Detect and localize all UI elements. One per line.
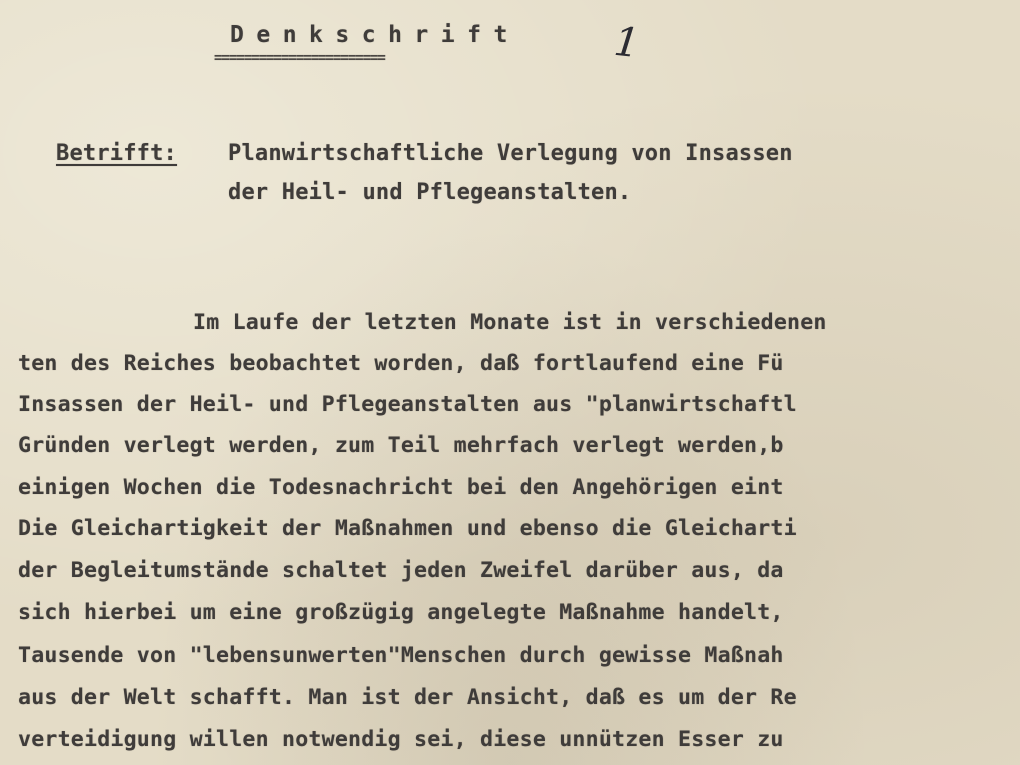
handwritten-page-number: 1 — [611, 18, 642, 68]
subject-line-2: der Heil- und Pflegeanstalten. — [228, 180, 632, 205]
body-line-7: der Begleitumstände schaltet jeden Zweifel darüber aus, da — [18, 558, 784, 583]
body-line-3: Insassen der Heil- und Pflegeanstalten aus "planwirtschaftl — [18, 392, 797, 417]
body-line-2: ten des Reiches beobachtet worden, daß fortlaufend eine Fü — [18, 351, 784, 376]
document-title: Denkschrift — [230, 22, 520, 48]
body-line-5: einigen Wochen die Todesnachricht bei den Angehörigen eint — [18, 475, 784, 500]
subject-label: Betrifft: — [56, 141, 178, 166]
body-line-11: verteidigung willen notwendig sei, diese unnützen Esser zu — [18, 727, 784, 752]
body-line-1: Im Laufe der letzten Monate ist in verschiedenen — [193, 310, 827, 335]
subject-line-1: Planwirtschaftliche Verlegung von Insassen — [228, 141, 793, 166]
body-line-8: sich hierbei um eine großzügig angelegte Maßnahme handelt, — [18, 600, 784, 625]
body-line-10: aus der Welt schafft. Man ist der Ansicht, daß es um der Re — [18, 685, 797, 710]
body-line-9: Tausende von "lebensunwerten"Menschen durch gewisse Maßnah — [18, 643, 784, 668]
body-line-6: Die Gleichartigkeit der Maßnahmen und ebenso die Gleicharti — [18, 516, 797, 541]
body-line-4: Gründen verlegt werden, zum Teil mehrfach verlegt werden,b — [18, 433, 784, 458]
title-double-underline: ======================= — [214, 50, 385, 66]
